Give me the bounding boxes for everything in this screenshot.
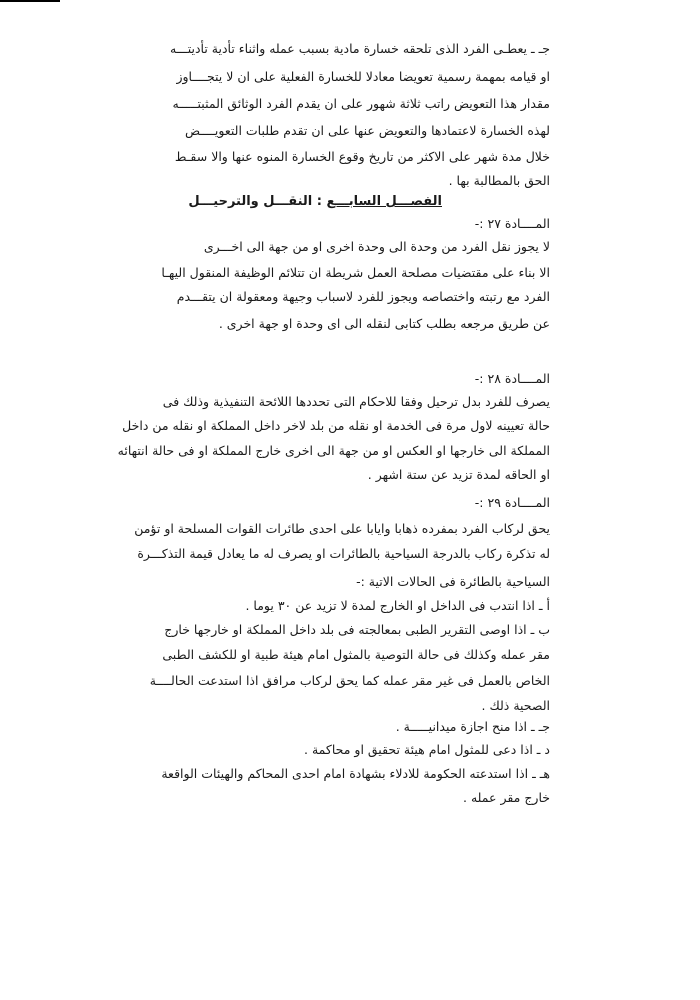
intro-line: خلال مدة شهر على الاكثر من تاريخ وقوع الخسارة المنوه عنها والا سقـط <box>174 149 550 164</box>
article-line: يصرف للفرد بدل ترحيل وفقا للاحكام التى تحددها اللائحة التنفيذية وذلك فى <box>162 394 550 409</box>
article-line: عن طريق مرجعه بطلب كتابى لنقله الى اى وحدة او جهة اخرى . <box>218 316 550 331</box>
article-heading: المــــادة ٢٩ :- <box>474 495 550 510</box>
chapter-heading <box>188 193 442 211</box>
article-line: المملكة الى خارجها او العكس او من جهة الى اخرى خارج المملكة او فى حالة انتهائه <box>117 443 550 458</box>
list-item: الخاص بالعمل فى غير مقر عمله كما يحق لركاب مرافق اذا استدعت الحالــــة <box>149 673 550 688</box>
intro-line: او قيامه بمهمة رسمية تعويضا معادلا للخسارة الفعلية على ان لا يتجــــاوز <box>176 69 550 84</box>
article-line: له تذكرة ركاب بالدرجة السياحية بالطائرات او يصرف له ما يعادل قيمة التذكـــرة <box>137 546 550 561</box>
article-line: لا يجوز نقل الفرد من وحدة الى وحدة اخرى او من جهة الى اخـــرى <box>203 239 550 254</box>
article-line: او الحاقه لمدة تزيد عن ستة اشهر . <box>367 467 550 482</box>
article-line: السياحية بالطائرة فى الحالات الاتية :- <box>356 574 550 589</box>
intro-line: لهذه الخسارة لاعتمادها والتعويض عنها على ان تقدم طلبات التعويــــض <box>184 123 550 138</box>
intro-line: الحق بالمطالبة بها . <box>448 173 550 188</box>
list-item: د ـ اذا دعى للمثول امام هيئة تحقيق او محاكمة . <box>304 742 550 757</box>
list-item: خارج مقر عمله . <box>463 790 550 805</box>
article-heading: المــــادة ٢٨ :- <box>474 371 550 386</box>
article-line: حالة تعيينه لاول مرة فى الخدمة او نقله من بلد لاخر داخل المملكة او نقله من داخل <box>122 418 550 433</box>
article-heading: المــــادة ٢٧ :- <box>474 216 550 231</box>
intro-line: مقدار هذا التعويض راتب ثلاثة شهور على ان يقدم الفرد الوثائق المثبتـــــه <box>172 96 550 111</box>
intro-line: جـ ـ يعطـى الفرد الذى تلحقه خسارة مادية بسبب عمله واثناء تأدية تأديتـــه <box>170 41 550 56</box>
chapter-subtitle: : النقـــل والترحيـــل <box>188 194 327 209</box>
list-item: ب ـ اذا اوصى التقرير الطبى بمعالجته فى بلد داخل المملكة او خارجها خارج <box>164 622 550 637</box>
article-line: يحق لركاب الفرد بمفرده ذهابا وايابا على احدى طائرات القوات المسلحة او تؤمن <box>134 521 550 536</box>
list-item: أ ـ اذا انتدب فى الداخل او الخارج لمدة لا تزيد عن ٣٠ يوما . <box>245 598 550 613</box>
list-item: الصحية ذلك . <box>481 698 550 713</box>
article-line: الفرد مع رتبته واختصاصه ويجوز للفرد لاسباب وجيهة ومعقولة ان يتقـــدم <box>176 289 550 304</box>
article-line: الا بناء على مقتضيات مصلحة العمل شريطة ان تتلائم الوظيفة المنقول اليهـا <box>161 265 550 280</box>
top-edge-mark <box>0 0 60 2</box>
chapter-title: الفصـــل السابـــع <box>326 194 442 209</box>
list-item: جـ ـ اذا منح اجازة ميدانيـــــة . <box>395 719 550 734</box>
list-item: هـ ـ اذا استدعته الحكومة للادلاء بشهادة امام احدى المحاكم والهيئات الواقعة <box>161 766 550 781</box>
list-item: مقر عمله وكذلك فى حالة التوصية بالمثول امام هيئة طبية او للكشف الطبى <box>162 647 550 662</box>
